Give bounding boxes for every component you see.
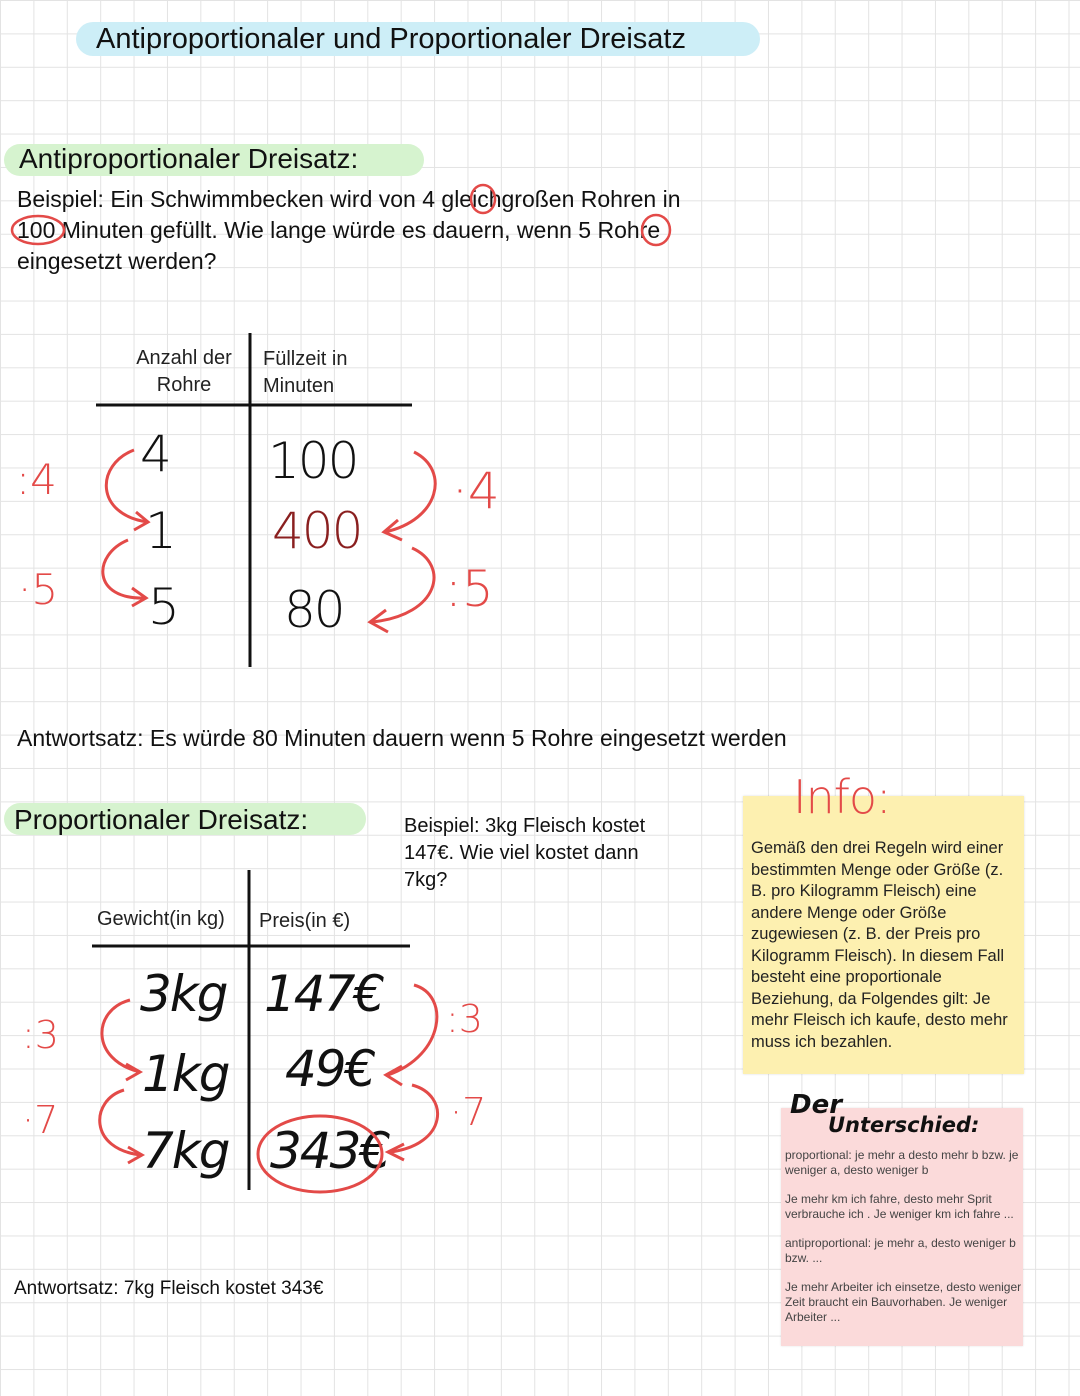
prop-example-line3: 7kg? <box>404 869 448 891</box>
prop-example-line2: 147€. Wie viel kostet dann <box>404 842 639 864</box>
info-text: Gemäß den drei Regeln wird einer bestimmten Menge oder Größe (z. B. pro Kilogramm Fleisch) eine andere Menge oder Größe zugewiesen (z. B. der Preis pro Kilogramm Fleisch). In diesem Fall besteht eine proportionale Beziehung, da Folgendes gilt: Je mehr Fleisch ich kaufe, desto mehr muss ich bezahlen. <box>751 839 1008 1051</box>
anti-heading: Antiproportionaler Dreisatz: <box>19 143 359 174</box>
anti-row3-left: 5 <box>148 578 178 636</box>
anti-right-op-1: ·4 <box>452 462 500 520</box>
prop-answer: Antwortsatz: 7kg Fleisch kostet 343€ <box>14 1278 324 1299</box>
prop-arrow-left-1 <box>102 1000 140 1072</box>
anti-example-line2: 100 Minuten gefüllt. Wie lange würde es dauern, wenn 5 Rohre <box>17 217 661 243</box>
anti-col1-header-line1: Anzahl der <box>136 347 232 369</box>
prop-arrow-right-2 <box>390 1085 438 1152</box>
anti-col2-header-line2: Minuten <box>263 375 335 397</box>
prop-right-op-1: :3 <box>446 997 483 1041</box>
difference-box <box>781 1108 1023 1346</box>
info-box <box>743 796 1024 1074</box>
difference-p3: antiproportional: je mehr a, desto weniger b bzw. ... <box>785 1236 1016 1265</box>
difference-text <box>785 1148 1023 1339</box>
anti-example-line3: eingesetzt werden? <box>17 248 217 274</box>
anti-answer: Antwortsatz: Es würde 80 Minuten dauern wenn 5 Rohre eingesetzt werden <box>17 725 787 751</box>
info-heading: Info: <box>793 770 891 824</box>
prop-row2-left: 1kg <box>142 1045 229 1103</box>
prop-row2-right: 49€ <box>285 1040 375 1098</box>
anti-col2-header-line1: Füllzeit in <box>263 348 348 370</box>
anti-row1-left: 4 <box>140 425 170 483</box>
difference-p1: proportional: je mehr a desto mehr b bzw. je weniger a, desto weniger b <box>785 1148 1019 1177</box>
prop-row3-right: 343€ <box>270 1122 390 1180</box>
prop-row1-right: 147€ <box>264 965 384 1023</box>
result-circle <box>258 1116 382 1192</box>
prop-row1-left: 3kg <box>140 965 227 1023</box>
prop-example-line1: Beispiel: 3kg Fleisch kostet <box>404 815 646 837</box>
prop-arrow-left-2 <box>100 1090 142 1155</box>
anti-row2-right: 400 <box>272 502 362 560</box>
anti-left-op-2: ·5 <box>18 565 59 614</box>
prop-row3-left: 7kg <box>142 1122 229 1180</box>
page-title: Antiproportionaler und Proportionaler Dreisatz <box>96 23 686 55</box>
difference-p2: Je mehr km ich fahre, desto mehr Sprit verbrauche ich . Je weniger km ich fahre ... <box>785 1192 1014 1221</box>
anti-col1-header-line2: Rohre <box>156 374 212 396</box>
prop-heading: Proportionaler Dreisatz: <box>14 804 309 835</box>
difference-p4: Je mehr Arbeiter ich einsetze, desto weniger Zeit braucht ein Bauvorhaben. Je weniger Arbeiter ... <box>785 1280 1022 1324</box>
prop-right-op-2: ·7 <box>450 1090 487 1134</box>
anti-row1-right: 100 <box>268 432 358 490</box>
difference-heading-1: Der <box>790 1090 843 1120</box>
prop-left-op-2: ·7 <box>22 1098 59 1142</box>
anti-row2-left: 1 <box>145 502 175 560</box>
prop-left-op-1: :3 <box>22 1013 59 1057</box>
anti-row3-right: 80 <box>284 581 344 639</box>
difference-heading-2: Unterschied: <box>828 1113 980 1137</box>
prop-col1-header: Gewicht(in kg) <box>97 908 225 930</box>
anti-left-op-1: :4 <box>16 455 57 504</box>
anti-example-line1: Beispiel: Ein Schwimmbecken wird von 4 gleichgroßen Rohren in <box>17 186 681 212</box>
prop-col2-header: Preis(in €) <box>259 910 351 932</box>
anti-right-op-2: :5 <box>445 560 494 618</box>
prop-arrow-right-1 <box>388 985 437 1075</box>
